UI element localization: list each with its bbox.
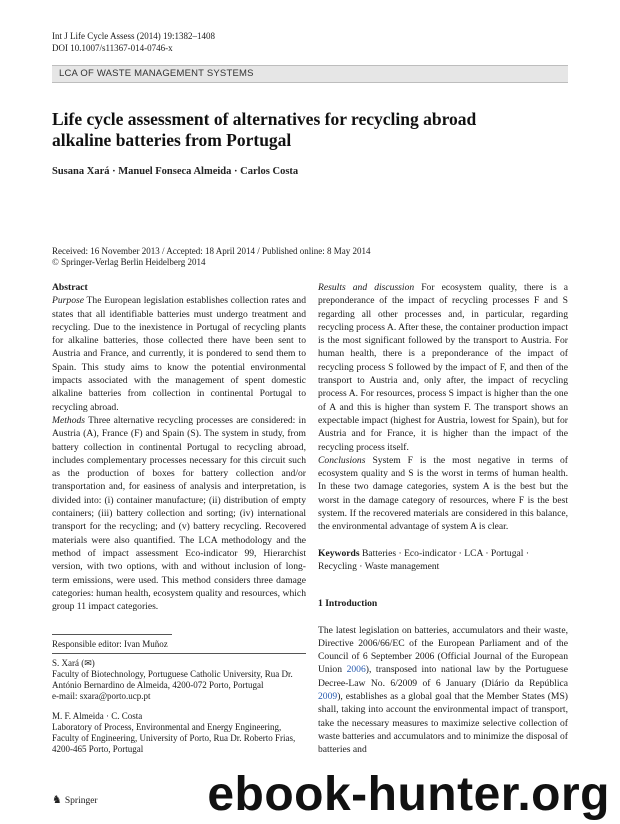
abstract-methods <box>52 414 306 613</box>
abstract-purpose <box>52 294 306 414</box>
intro-paragraph <box>318 624 568 757</box>
keywords <box>318 547 568 574</box>
intro-text-a: The latest legislation on batteries, accumulators and their waste, Directive 2006/66/EC of the European Parliament and of the Council of 6 September 2006 (Official Journal of the European Union <box>318 624 568 676</box>
results-text: For ecosystem quality, there is a preponderance of the impact of recycling processes F and S regarding all other processes and, in particular, regarding recycling process A. After these, the container production impact is the most significant followed by the transport to Austria. For human health, there is a preponderance of the impact of recycling process S followed by the impact of F, and then of the transport to Austria and, only after, the impact of recycling process A. For resources, process S impact is higher than the one of A and this is higher than system F. The transport shows an expectable impact (highest for Austria, lowest for Spain), but for Austria and for France, it is higher than the impact of the recycling process itself. <box>318 282 568 453</box>
methods-text: Three alternative recycling processes are considered: in Austria (A), France (F) and Spain (S). The system in study, from battery collection in continental Portugal to recycling abroad, includes complementary processes necessary for this circuit such as the production of boxes for battery collection and/or transportation and, for easiness of analysis and interpretation, is divided into: (i) container manufacture; (ii) distribution of empty containers; (iii) battery collection and sorting; (iv) international transport for the recycling; and (v) battery recycling. Recovered materials were also quantified. The LCA methodology and the method of impact assessment Eco-indicator 99, Hierarchist version, with two options, with and without inclusion of long-term emissions, were used. This method considers three damage categories: human health, ecosystem quality and resources, which group 11 impact categories. <box>52 414 306 613</box>
author1-name: S. Xará (✉) <box>52 658 95 668</box>
copyright: © Springer-Verlag Berlin Heidelberg 2014 <box>52 257 206 267</box>
dates: Received: 16 November 2013 / Accepted: 18 April 2014 / Published online: 8 May 2014 <box>52 246 371 256</box>
conclusions-text: System F is the most negative in terms of ecosystem quality and S is the worst in terms of human health. In these two damage categories, system A is the best but the worst in the damage category of resources, where F is the best system. If the recovered materials are considered in this balance, the environmental advantage of system A is clear. <box>318 454 568 533</box>
citation-link-2006[interactable]: 2006 <box>346 664 366 676</box>
abstract-conclusions <box>318 454 568 534</box>
springer-horse-icon: ♞ <box>52 794 62 806</box>
intro-heading: 1 Introduction <box>318 598 378 610</box>
intro-text-c: ), establishes as a global goal that the Member States (MS) shall, taking into account the environmental impact of transport, take the necessary measures to maximize selective collection of waste batteries and accumulators and to minimize the disposal of batteries and <box>318 691 568 756</box>
author2-affil-1: Laboratory of Process, Environmental and Energy Engineering, <box>52 722 282 732</box>
footnote-divider <box>52 634 172 635</box>
author1-affil-2: António Bernardino de Almeida, 4200-072 Porto, Portugal <box>52 680 264 690</box>
responsible-editor: Responsible editor: Ivan Muñoz <box>52 639 168 649</box>
keywords-label: Keywords <box>318 547 360 559</box>
section-band <box>52 65 568 83</box>
doi[interactable]: DOI 10.1007/s11367-014-0746-x <box>52 43 173 53</box>
author2-affil-3: 4200-465 Porto, Portugal <box>52 744 144 754</box>
publisher-name: Springer <box>64 796 98 806</box>
author2-name: M. F. Almeida · C. Costa <box>52 711 143 721</box>
results-label: Results and discussion <box>318 282 415 293</box>
footnote-rule <box>52 653 306 654</box>
author2-affil-2: Faculty of Engineering, University of Porto, Rua Dr. Roberto Frias, <box>52 733 296 743</box>
keywords-text: Batteries · Eco-indicator · LCA · Portugal · Recycling · Waste management <box>318 547 530 572</box>
authors: Susana Xará · Manuel Fonseca Almeida · Carlos Costa <box>52 166 299 177</box>
abstract-heading: Abstract <box>52 282 88 293</box>
springer-logo <box>52 793 98 806</box>
watermark: ebook-hunter.org <box>142 766 620 824</box>
author-affiliations <box>52 658 312 755</box>
author1-email[interactable]: e-mail: sxara@porto.ucp.pt <box>52 691 151 701</box>
journal-citation: Int J Life Cycle Assess (2014) 19:1382–1408 <box>52 31 215 41</box>
abstract-continued <box>318 281 568 757</box>
purpose-text: The European legislation establishes collection rates and states that all identifiable batteries must undergo treatment and recycling. Due to the inexistence in Portugal of recycling plants for alkaline batteries, those collected there have been sent to Austria and France, and currently, it is pondered to send them to Spain. This study aims to know the potential environmental impacts associated with the management of spent domestic alkaline batteries from collection in continental Portugal to recycling abroad. <box>52 295 306 413</box>
citation-link-2009[interactable]: 2009 <box>318 691 338 703</box>
methods-label: Methods <box>52 414 86 426</box>
purpose-label: Purpose <box>52 295 84 307</box>
intro-text-b: ), transposed into national law by the Portuguese Decree-Law No. 6/2009 of 6 January (Diário da República <box>318 664 568 689</box>
abstract <box>52 281 306 613</box>
abstract-results <box>318 281 568 454</box>
conclusions-label: Conclusions <box>318 454 366 466</box>
section-label: LCA OF WASTE MANAGEMENT SYSTEMS <box>59 68 254 79</box>
author1-affil-1: Faculty of Biotechnology, Portuguese Catholic University, Rua Dr. <box>52 669 293 679</box>
article-title: Life cycle assessment of alternatives for recycling abroad alkaline batteries from Portugal <box>52 109 477 150</box>
